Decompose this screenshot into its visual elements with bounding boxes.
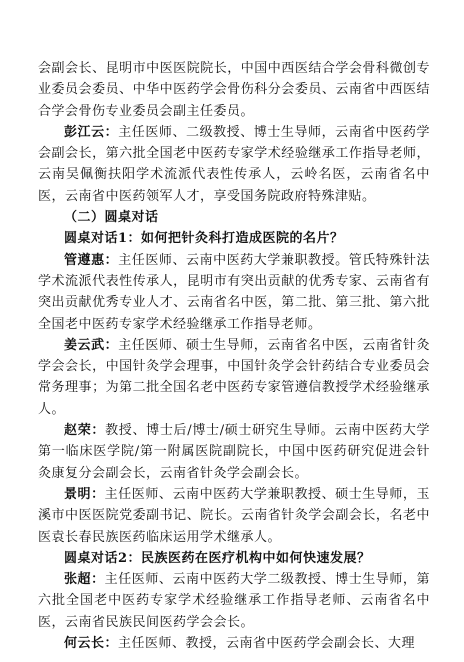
- person-name: 何云长：: [64, 636, 119, 652]
- person-name: 景明：: [64, 486, 105, 502]
- paragraph-text: 主任医师、教授，云南省中医药学会副会长、大理: [118, 636, 416, 652]
- paragraph-peng-jiangyun: [38, 122, 430, 207]
- person-name: 张超：: [64, 572, 105, 588]
- paragraph-text: 主任医师、二级教授、博士生导师，云南省中医药学会副会长，第六批全国老中医药专家学术经验继承工作指导老师，云南吴佩衡扶阳学术流派代表性传承人，云岭名医，云南省名中医，云南省中医药领军人才，享受国务院政府特殊津贴。: [38, 124, 430, 204]
- paragraph-text: 教授、博士后/博士/硕士研究生导师。云南中医药大学第一临床医学院/第一附属医院副院长，中国中医药研究促进会针灸康复分会副会长，云南省针灸学会副会长。: [38, 423, 430, 481]
- paragraph-text: 主任医师、云南中医药大学兼职教授、硕士生导师，玉溪市中医医院党委副书记、院长。云南省针灸学会副会长，名老中医袁长春民族医药临床运用学术继承人。: [38, 486, 430, 545]
- paragraph-jiang-yunwu: [38, 335, 430, 420]
- paragraph-text: 主任医师、硕士生导师，云南省名中医，云南省针灸学会会长，中国针灸学会理事，中国针灸学会针药结合专业委员会常务理事；为第二批全国名老中医药专家管遵信教授学术经验继承人。: [38, 337, 430, 417]
- paragraph-jing-ming: [38, 484, 430, 548]
- person-name: 赵荣：: [64, 423, 106, 439]
- paragraph-text: 主任医师、云南中医药大学二级教授、博士生导师，第六批全国老中医药专家学术经验继承工作指导老师、云南省名中医，云南省民族民间医药学会会长。: [38, 572, 430, 630]
- paragraph-he-yunchang: [38, 633, 430, 654]
- paragraph-intro: [38, 58, 430, 122]
- paragraph-zhao-rong: [38, 420, 430, 484]
- paragraph-zhang-chao: [38, 569, 430, 633]
- paragraph-guan-zunhui: [38, 250, 430, 335]
- document-page: [38, 58, 430, 654]
- person-name: 彭江云：: [64, 124, 119, 140]
- paragraph-text: 主任医师、云南中医药大学兼职教授。管氏特殊针法学术流派代表性传承人，昆明市有突出贡献的优秀专家、云南省有突出贡献优秀专业人才、云南省名中医，第二批、第三批、第六批全国老中医药专家学术经验继承工作指导老师。: [38, 252, 430, 332]
- person-name: 管遵惠：: [64, 252, 119, 268]
- topic-heading-1: 圆桌对话1：如何把针灸科打造成医院的名片？: [64, 231, 344, 247]
- topic-heading-2: 圆桌对话2：民族医药在医疗机构中如何快速发展？: [64, 550, 371, 566]
- person-name: 姜云武：: [64, 337, 119, 353]
- paragraph-text: 会副会长、昆明市中医医院院长，中国中西医结合学会骨科微创专业委员会委员、中华中医药学会骨伤科分会委员、云南省中西医结合学会骨伤专业委员会副主任委员。: [38, 61, 430, 119]
- section-heading: （二）圆桌对话: [64, 210, 159, 226]
